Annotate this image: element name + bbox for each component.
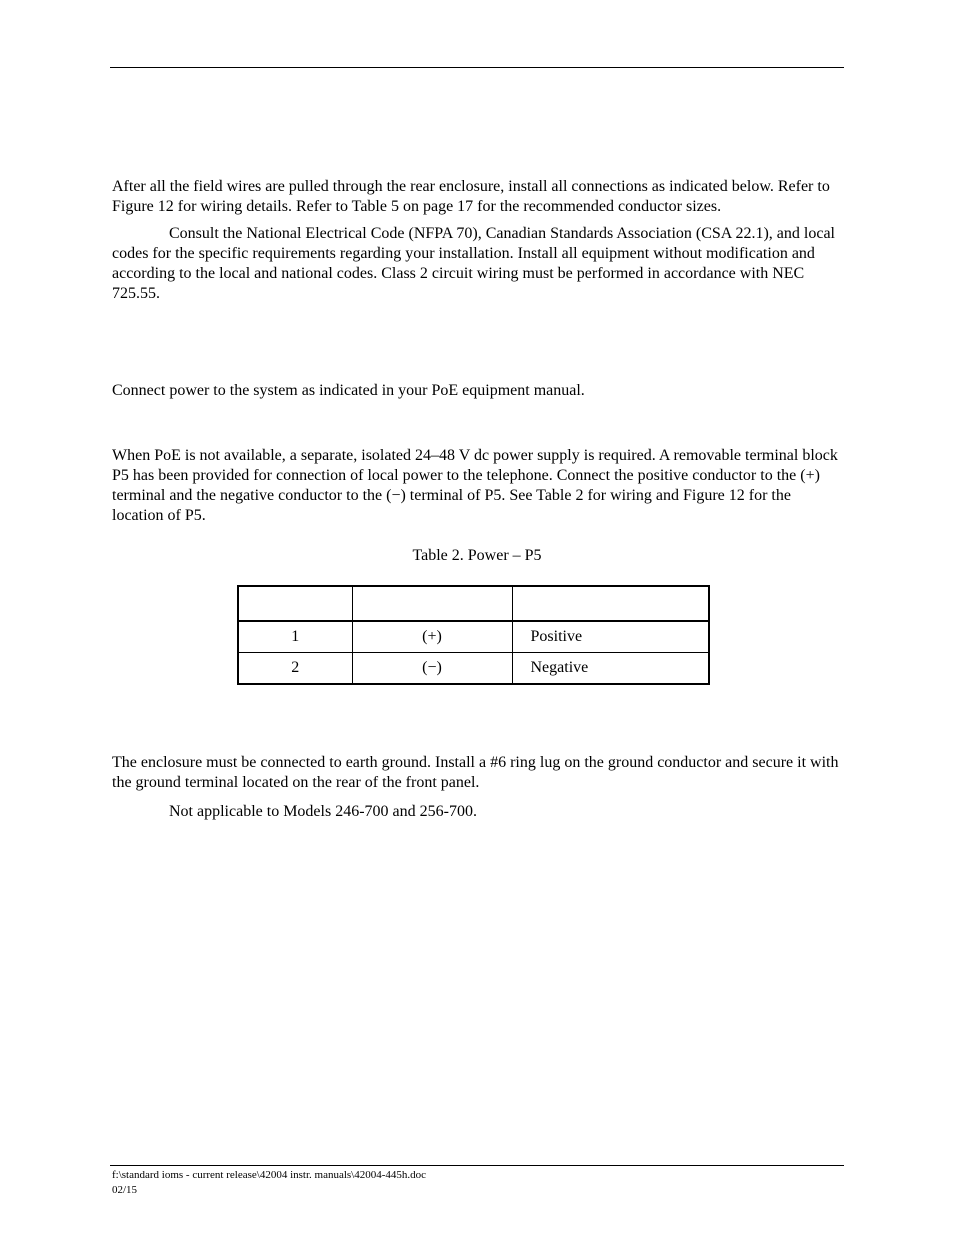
table-caption: Table 2. Power – P5 [412, 547, 542, 564]
local-power-paragraph: When PoE is not available, a separate, isolated 24–48 V dc power supply is required. A removable terminal block P5 has been provided for connection of local power to the telephone. Connect the positive conductor to the (+) terminal and the negative conductor to the (−) terminal of P5. See Table 2 for wiring and Figure 12 for the location of P5. [112, 447, 838, 524]
table-header-row [238, 586, 709, 621]
terminal-number-cell: 1 [238, 621, 352, 653]
code-compliance-paragraph: Consult the National Electrical Code (NFPA 70), Canadian Standards Association (CSA 22.1), and local codes for the specific requirements regarding your installation. Install all equipment without modification and according to the local and national codes. Class 2 circuit wiring must be performed in accordance with NEC 725.55. [112, 225, 835, 302]
poe-power-paragraph: Connect power to the system as indicated in your PoE equipment manual. [112, 382, 585, 399]
table-row [238, 621, 709, 653]
power-table [237, 585, 710, 685]
header-rule [110, 67, 844, 68]
table-header-cell [512, 586, 709, 621]
table-row [238, 653, 709, 685]
table-header-cell [352, 586, 512, 621]
ground-note-paragraph: Not applicable to Models 246-700 and 256-700. [169, 803, 477, 820]
polarity-cell: (+) [352, 621, 512, 653]
footer-date: 02/15 [112, 1184, 138, 1196]
terminal-number-cell: 2 [238, 653, 352, 685]
table-header-cell [238, 586, 352, 621]
conductor-cell: Positive [512, 621, 709, 653]
footer-file-path: f:\standard ioms - current release\42004 instr. manuals\42004-445h.doc [112, 1169, 427, 1181]
wiring-intro-paragraph: After all the field wires are pulled through the rear enclosure, install all connections as indicated below. Refer to Figure 12 for wiring details. Refer to Table 5 on page 17 for the recommended conductor sizes. [112, 178, 830, 215]
ground-paragraph: The enclosure must be connected to earth ground. Install a #6 ring lug on the ground conductor and secure it with the ground terminal located on the rear of the front panel. [112, 754, 839, 791]
polarity-cell: (−) [352, 653, 512, 685]
conductor-cell: Negative [512, 653, 709, 685]
footer-rule [110, 1165, 844, 1166]
